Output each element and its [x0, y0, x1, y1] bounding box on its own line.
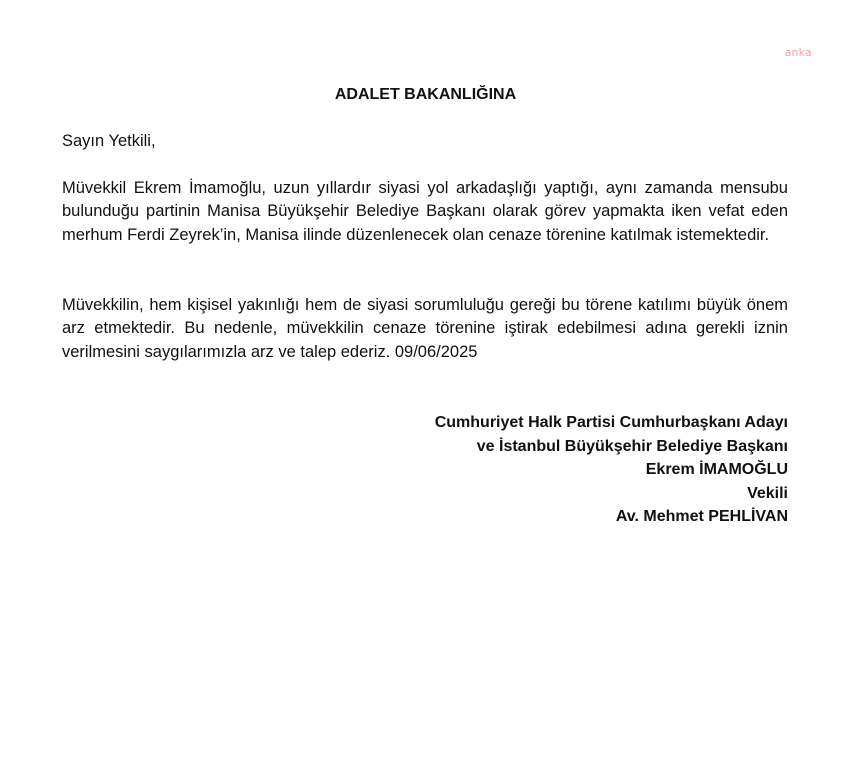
paragraph: Müvekkil Ekrem İmamoğlu, uzun yıllardır siyasi yol arkadaşlığı yaptığı, aynı zamanda mensubu bulunduğu partinin Manisa Büyükşehir Belediye Başkanı olarak görev yapmakta iken vefat eden merhum Ferdi Zeyrek’in, Manisa ilinde düzenlenecek olan cenaze törenine katılmak istemektedir. [62, 179, 788, 244]
signature-block [435, 411, 788, 529]
watermark-logo: anka [784, 46, 812, 59]
greeting: Sayın Yetkili, [62, 132, 156, 150]
signature-line: Ekrem İMAMOĞLU [645, 461, 788, 478]
paragraph: Müvekkilin, hem kişisel yakınlığı hem de siyasi sorumluluğu gereği bu törene katılımı büyük önem arz etmektedir. Bu nedenle, müvekkilin cenaze törenine iştirak edebilmesi adına gerekli iznin verilmesini saygılarımızla arz ve talep ederiz. 09/06/2025 [62, 296, 788, 361]
signature-line: Av. Mehmet PEHLİVAN [615, 508, 788, 525]
signature-line: Vekili [747, 484, 788, 502]
signature-line: ve İstanbul Büyükşehir Belediye Başkanı [476, 437, 788, 455]
signature-line: Cumhuriyet Halk Partisi Cumhurbaşkanı Adayı [434, 414, 788, 431]
document-title: ADALET BAKANLIĞINA [334, 86, 517, 103]
